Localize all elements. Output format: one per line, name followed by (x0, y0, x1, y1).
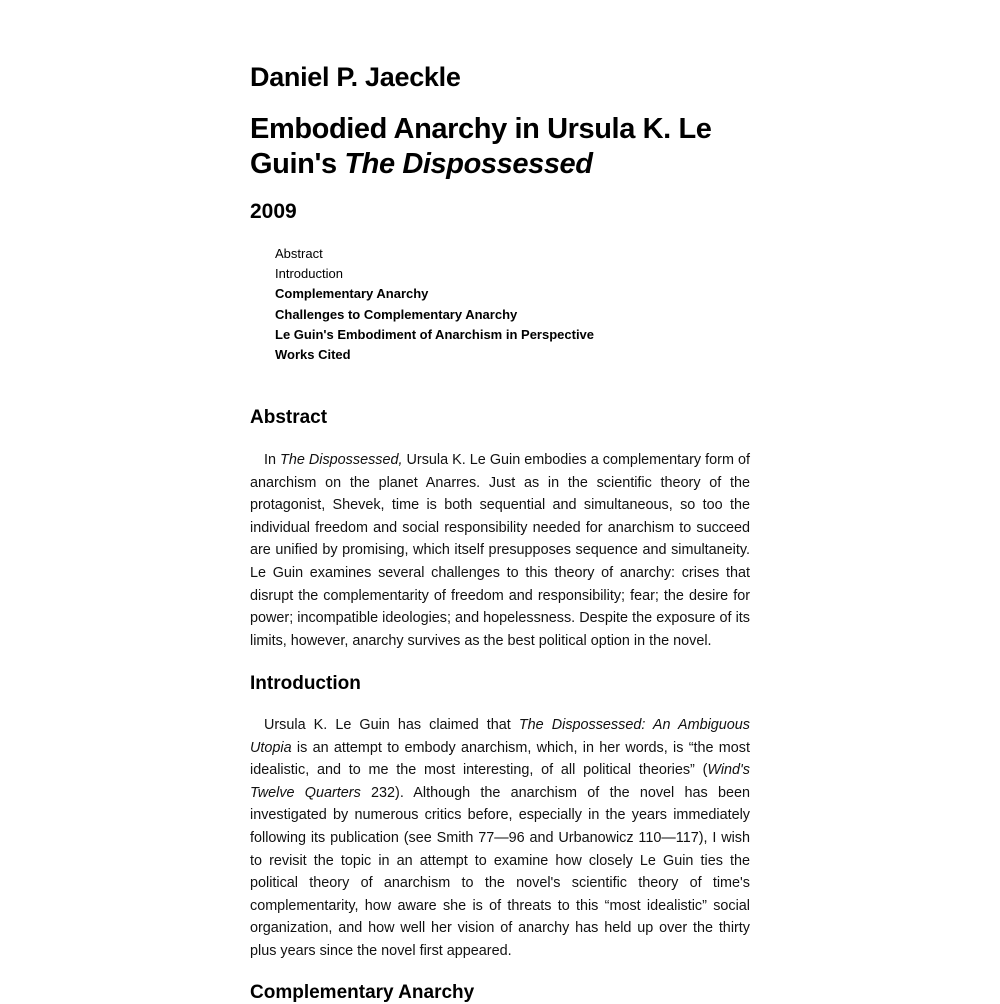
abstract-heading: Abstract (250, 407, 328, 428)
toc-item-challenges (275, 305, 594, 325)
abstract-book-title: The Dispossessed, (280, 452, 403, 468)
toc-item-abstract (275, 244, 594, 264)
publication-year: 2009 (250, 200, 297, 223)
title-italic: The Dispossessed (344, 148, 593, 180)
toc-link-complementary-anarchy[interactable]: Complementary Anarchy (275, 286, 429, 302)
complementary-anarchy-heading: Complementary Anarchy (250, 982, 475, 1003)
toc-link-challenges[interactable]: Challenges to Complementary Anarchy (275, 306, 518, 322)
toc-link-works-cited[interactable]: Works Cited (275, 347, 351, 363)
toc-item-embodiment (275, 325, 594, 345)
introduction-heading: Introduction (250, 673, 361, 694)
author-name: Daniel P. Jaeckle (250, 62, 461, 92)
toc-item-works-cited (275, 345, 594, 365)
table-of-contents (275, 244, 594, 365)
intro-body: 232). Although the anarchism of the novel has been investigated by numerous critics before, especially in the years immediately following its publication (see Smith 77—96 and Urbanowicz 110—117), I wish to revisit the topic in an attempt to examine how closely Le Guin ties the political theory of anarchism to the novel's scientific theory of time's complementarity, how aware she is of threats to this “most idealistic” social organization, and how well her vision of anarchy has held up over the thirty plus years since the novel first appeared. (250, 784, 750, 959)
title-plain: Embodied Anarchy in Ursula K. Le Guin's (250, 113, 712, 180)
toc-item-complementary-anarchy (275, 284, 594, 304)
intro-cited-title: Wind's Twelve Quarters (250, 762, 750, 801)
intro-lead: Ursula K. Le Guin has claimed that (264, 717, 519, 733)
toc-link-introduction[interactable]: Introduction (275, 266, 343, 282)
toc-link-embodiment[interactable]: Le Guin's Embodiment of Anarchism in Perspective (275, 326, 595, 342)
abstract-paragraph (250, 449, 750, 652)
article-title (250, 112, 750, 182)
intro-middle: is an attempt to embody anarchism, which, in her words, is “the most idealistic, and to me the most interesting, of all political theories” ( (250, 739, 750, 779)
toc-item-introduction (275, 264, 594, 284)
abstract-lead: In (264, 452, 281, 468)
intro-book-title: The Dispossessed: An Ambiguous Utopia (250, 717, 750, 756)
introduction-paragraph (250, 714, 750, 963)
toc-link-abstract[interactable]: Abstract (275, 246, 323, 261)
abstract-body: Ursula K. Le Guin embodies a complementary form of anarchism on the planet Anarres. Just as in the scientific theory of the protagonist, Shevek, time is both sequential and simultaneous, so too the individual freedom and social responsibility needed for anarchism to succeed are unified by promising, which itself presupposes sequence and simultaneity. Le Guin examines several challenges to this theory of anarchy: crises that disrupt the complementarity of freedom and responsibility; fear; the desire for power; incompatible ideologies; and hopelessness. Despite the exposure of its limits, however, anarchy survives as the best political option in the novel. (250, 452, 750, 649)
